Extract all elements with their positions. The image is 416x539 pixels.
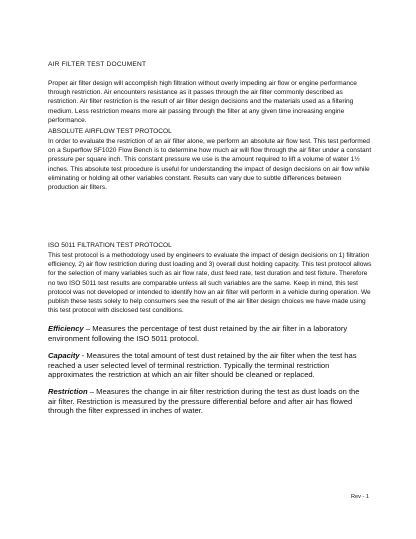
definition-term: Efficiency (48, 324, 84, 333)
definition-term: Capacity (48, 351, 80, 360)
section-body-iso-5011: This test protocol is a methodology used by engineers to evaluate the impact of design decisions on 1) filtration efficiency, 2) air flow restriction during dust loading and 3) overall dust holding capacity. This test protocol allows for the selection of many variables such as air flow rate, dust feed rate, test duration and test fixture. Therefore no two ISO 5011 test results are comparable unless all such variables are the same. Keep in mind, this test protocol was not developed or intended to identify how an air filter will perform in a vehicle during operation. We publish these tests solely to help consumers see the result of the air filter design choices we have made using this test protocol with disclosed test conditions. (48, 252, 372, 315)
section-heading-iso-5011: ISO 5011 FILTRATION TEST PROTOCOL (48, 242, 172, 249)
section-body-absolute-airflow: In order to evaluate the restriction of an air filter alone, we perform an absolute air flow test. This test performed on a Superflow SF1020 Flow Bench is to determine how much air will flow through the air filter under a constant pressure per square inch. This constant pressure we use is the amount required to lift a volume of water 1½ inches. This absolute test procedure is useful for understanding the impact of design decisions on air flow while eliminating or holding all other variables constant. Results can vary due to subtle differences between production air filters. (48, 138, 372, 192)
document-title: AIR FILTER TEST DOCUMENT (48, 61, 147, 68)
page-footer-revision: Rev - 1 (350, 494, 369, 500)
definition-efficiency (48, 324, 363, 343)
definition-text: – Measures the percentage of test dust retained by the air filter in a laboratory environment following the ISO 5011 protocol. (48, 324, 348, 343)
definition-capacity (48, 351, 363, 380)
definition-text: - Measures the total amount of test dust retained by the air filter when the test has reached a user selected level of terminal restriction. Typically the terminal restriction approximates the restriction at which an air filter should be cleaned or replaced. (48, 351, 357, 380)
definition-text: – Measures the change in air filter restriction during the test as dust loads on the air filter. Restriction is measured by the pressure differential before and after air has flowed through the filter expressed in inches of water. (48, 387, 360, 416)
intro-paragraph: Proper air filter design will accomplish high filtration without overly impeding air flow or engine performance through restriction. Air encounters resistance as it passes through the air filter commonly described as restriction. Air filter restriction is the result of air filter design decisions and the materials used as a filtering medium. Less restriction means more air passing through the filter at any given time increasing engine performance. (48, 80, 357, 124)
definition-restriction (48, 387, 363, 416)
definition-term: Restriction (48, 387, 88, 396)
section-heading-absolute-airflow: ABSOLUTE AIRFLOW TEST PROTOCOL (48, 128, 172, 135)
